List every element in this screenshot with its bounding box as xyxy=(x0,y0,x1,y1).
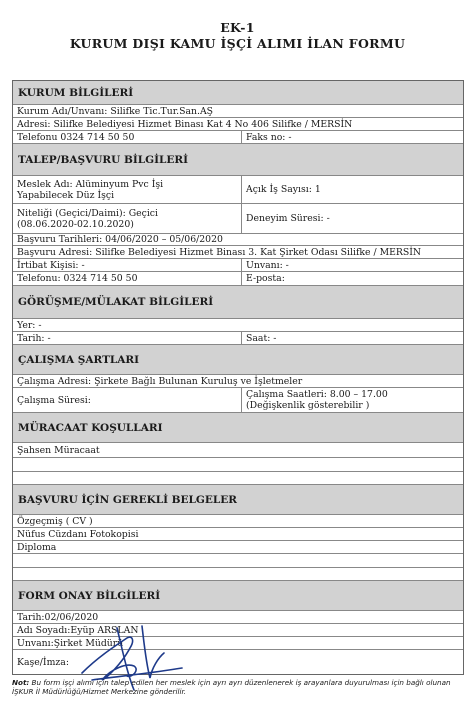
kurum-adres-row: Adresi: Silifke Belediyesi Hizmet Binası Kat 4 No 406 Silifke / MERSİN xyxy=(13,118,463,131)
calisma-adres-row: Çalışma Adresi: Şirkete Bağlı Bulunan Kuruluş ve İşletmeler xyxy=(13,375,463,388)
gorusme-tarih-row: Tarih: - Saat: - xyxy=(13,332,463,345)
section-belgeler: BAŞVURU İÇİN GEREKLİ BELGELER xyxy=(13,485,463,515)
form-code: EK-1 xyxy=(220,20,255,35)
gorusme-yer-row: Yer: - xyxy=(13,319,463,332)
muracaat-row-2 xyxy=(13,458,463,472)
talep-meslek-row: Meslek Adı: Alüminyum Pvc İşi Yapabilecek Düz İşçi Açık İş Sayısı: 1 xyxy=(13,176,463,204)
belge-item: Özgeçmiş ( CV ) xyxy=(13,515,463,528)
belge-empty-row xyxy=(13,568,463,581)
section-calisma: ÇALIŞMA ŞARTLARI xyxy=(13,345,463,375)
section-talep: TALEP/BAŞVURU BİLGİLERİ xyxy=(13,144,463,176)
muracaat-row-1: Şahsen Müracaat xyxy=(13,443,463,458)
onay-unvan-row: Unvanı:Şirket Müdürü xyxy=(13,637,463,650)
form-table xyxy=(12,80,464,675)
onay-adsoyad-row: Adı Soyadı:Eyüp ARSLAN xyxy=(13,624,463,637)
belge-item: Diploma xyxy=(13,541,463,554)
talep-telefon-row: Telefonu: 0324 714 50 50 E-posta: xyxy=(13,272,463,286)
talep-tarih-row: Başvuru Tarihleri: 04/06/2020 – 05/06/2020 xyxy=(13,234,463,246)
belge-item: Nüfus Cüzdanı Fotokopisi xyxy=(13,528,463,541)
talep-adres-row: Başvuru Adresi: Silifke Belediyesi Hizmet Binası 3. Kat Şirket Odası Silifke / MERSİN xyxy=(13,246,463,259)
section-kurum: KURUM BİLGİLERİ xyxy=(13,81,463,105)
talep-nitelik-row: Niteliği (Geçici/Daimi): Geçici (08.06.2020-02.10.2020) Deneyim Süresi: - xyxy=(13,204,463,234)
onay-kase-row: Kaşe/İmza: xyxy=(17,656,69,668)
section-gorusme: GÖRÜŞME/MÜLAKAT BİLGİLERİ xyxy=(13,286,463,319)
belge-empty-row xyxy=(13,554,463,568)
muracaat-row-3 xyxy=(13,472,463,485)
onay-tarih-row: Tarih:02/06/2020 xyxy=(13,611,463,624)
form-title: KURUM DIŞI KAMU İŞÇİ ALIMI İLAN FORMU xyxy=(69,36,406,51)
kurum-ad-row: Kurum Adı/Unvanı: Silifke Tic.Tur.San.AŞ xyxy=(13,105,463,118)
talep-irtibat-row: İrtibat Kişisi: - Unvanı: - xyxy=(13,259,463,272)
calisma-sure-row: Çalışma Süresi: Çalışma Saatleri: 8.00 – 17.00 (Değişkenlik gösterebilir ) xyxy=(13,388,463,413)
section-muracaat: MÜRACAAT KOŞULLARI xyxy=(13,413,463,443)
footer-note: Not: Bu form işçi alımı için talep edilen her meslek için ayrı ayrı düzenlenerek iş arayanlara duyurulması için bağlı olunan İŞKUR İl Müdürlüğü/Hizmet Merkezine gönderilir. xyxy=(12,678,451,696)
section-onay: FORM ONAY BİLGİLERİ xyxy=(13,581,463,611)
kurum-iletisim-row: Telefonu 0324 714 50 50 Faks no: - xyxy=(13,131,463,144)
